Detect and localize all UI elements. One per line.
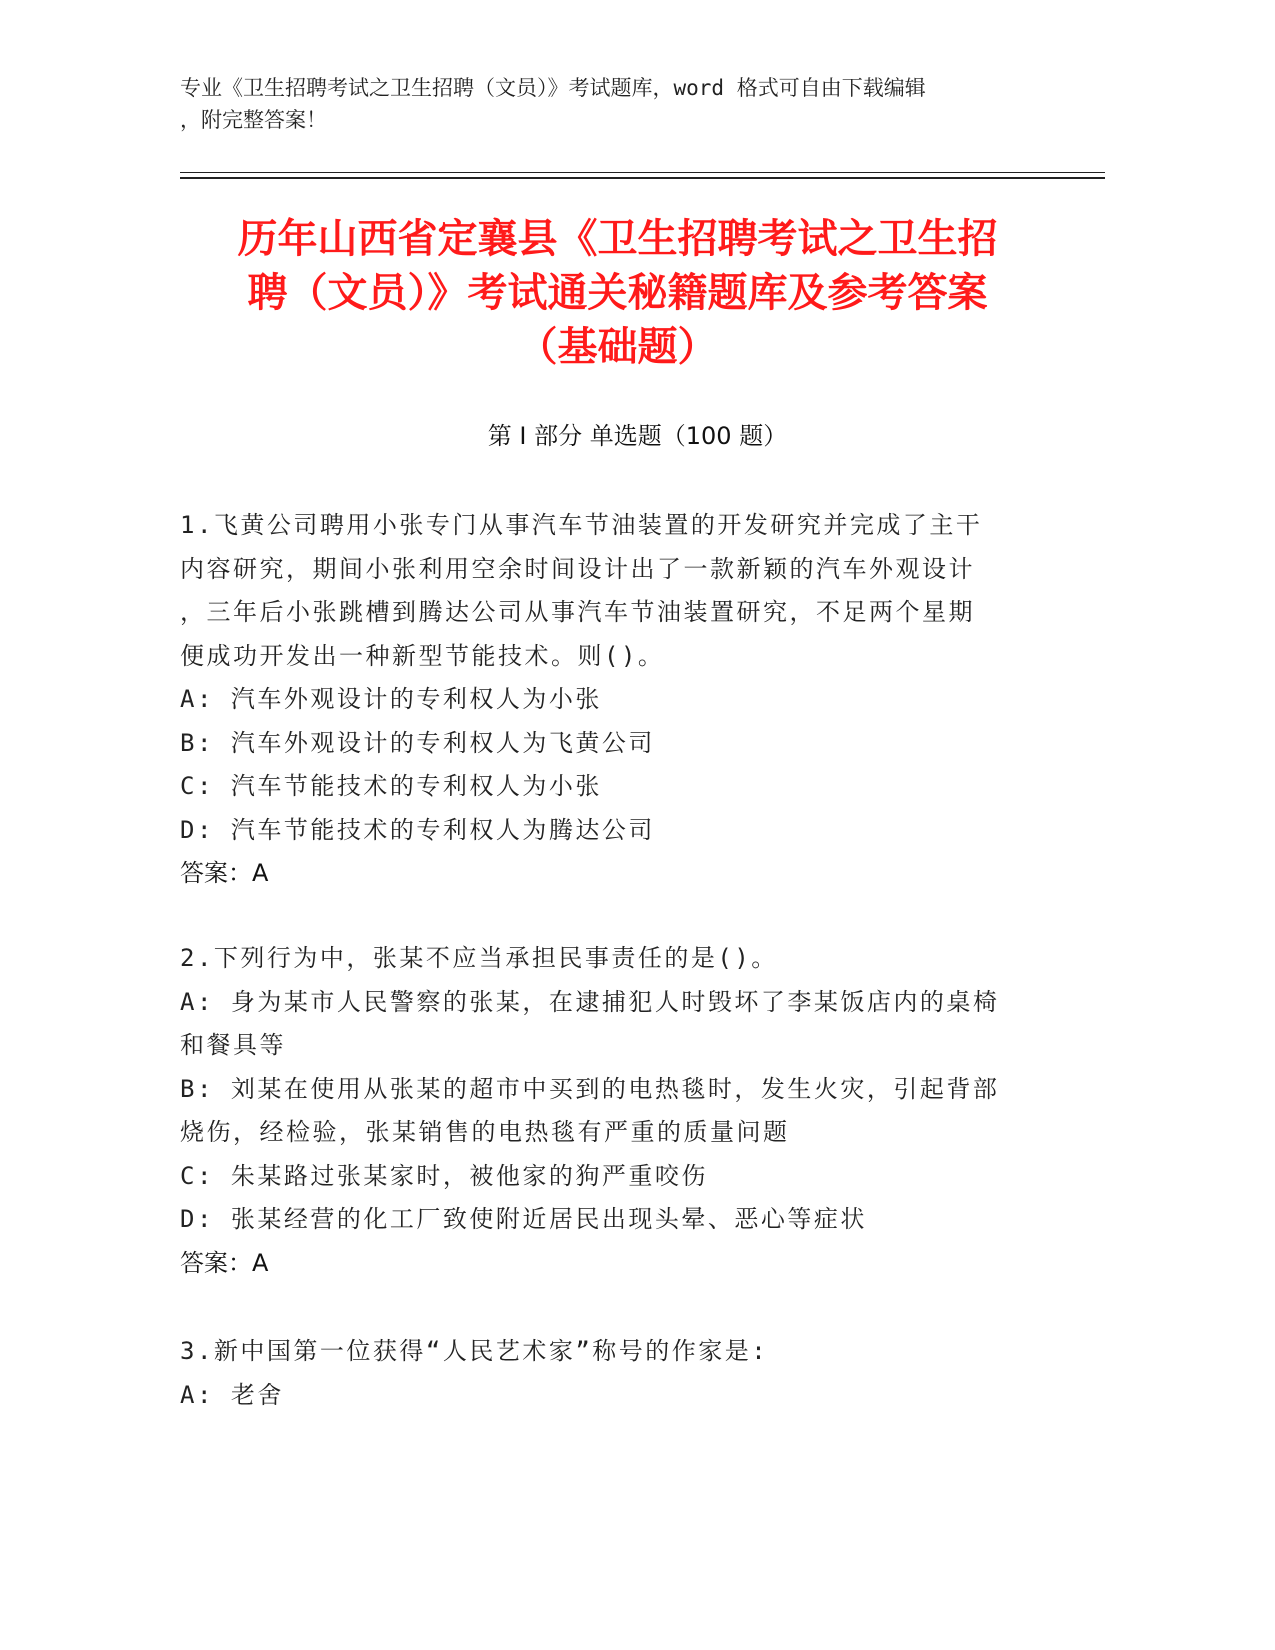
header-line: ，附完整答案！ xyxy=(180,108,327,132)
header-divider-thin xyxy=(180,172,1105,173)
question-3 xyxy=(180,1330,1080,1417)
question-1 xyxy=(180,504,1080,896)
question-stem-line: 1.飞黄公司聘用小张专门从事汽车节油装置的开发研究并完成了主干 xyxy=(180,511,983,539)
question-stem-line: ，三年后小张跳槽到腾达公司从事汽车节油装置研究，不足两个星期 xyxy=(180,598,975,626)
option-b: B: 刘某在使用从张某的超市中买到的电热毯时，发生火灾，引起背部 xyxy=(180,1074,1000,1103)
option-a-continued: 和餐具等 xyxy=(180,1031,286,1059)
title-line: （基础题） xyxy=(517,324,718,370)
option-c: C: 汽车节能技术的专利权人为小张 xyxy=(180,772,602,800)
option-b: B: 汽车外观设计的专利权人为飞黄公司 xyxy=(180,728,655,757)
option-a: A: 身为某市人民警察的张某，在逮捕犯人时毁坏了李某饭店内的桌椅 xyxy=(180,987,1000,1016)
option-b-continued: 烧伤，经检验，张某销售的电热毯有严重的质量问题 xyxy=(180,1118,790,1146)
section-title: 第 I 部分 单选题（100 题） xyxy=(487,422,788,450)
question-stem-line: 3.新中国第一位获得“人民艺术家”称号的作家是: xyxy=(180,1337,769,1365)
option-d: D: 汽车节能技术的专利权人为腾达公司 xyxy=(180,815,655,844)
answer: 答案：A xyxy=(180,1248,269,1277)
option-a: A: 老舍 xyxy=(180,1380,284,1409)
answer: 答案：A xyxy=(180,859,269,887)
header-divider-thick xyxy=(180,177,1105,179)
option-d: D: 张某经营的化工厂致使附近居民出现头晕、恶心等症状 xyxy=(180,1205,867,1233)
title-line: 历年山西省定襄县《卫生招聘考试之卫生招 xyxy=(237,216,998,262)
question-stem-line: 内容研究，期间小张利用空余时间设计出了一款新颖的汽车外观设计 xyxy=(180,554,975,583)
question-stem-line: 便成功开发出一种新型节能技术。则()。 xyxy=(180,641,665,670)
document-title xyxy=(150,212,1085,374)
page-header xyxy=(180,72,1040,136)
question-2 xyxy=(180,937,1080,1285)
header-line: 专业《卫生招聘考试之卫生招聘（文员）》考试题库，word 格式可自由下载编辑 xyxy=(180,76,926,100)
title-line: 聘（文员）》考试通关秘籍题库及参考答案 xyxy=(247,270,988,316)
question-stem-line: 2.下列行为中，张某不应当承担民事责任的是()。 xyxy=(180,944,778,972)
option-c: C: 朱某路过张某家时，被他家的狗严重咬伤 xyxy=(180,1161,708,1190)
option-a: A: 汽车外观设计的专利权人为小张 xyxy=(180,685,602,713)
